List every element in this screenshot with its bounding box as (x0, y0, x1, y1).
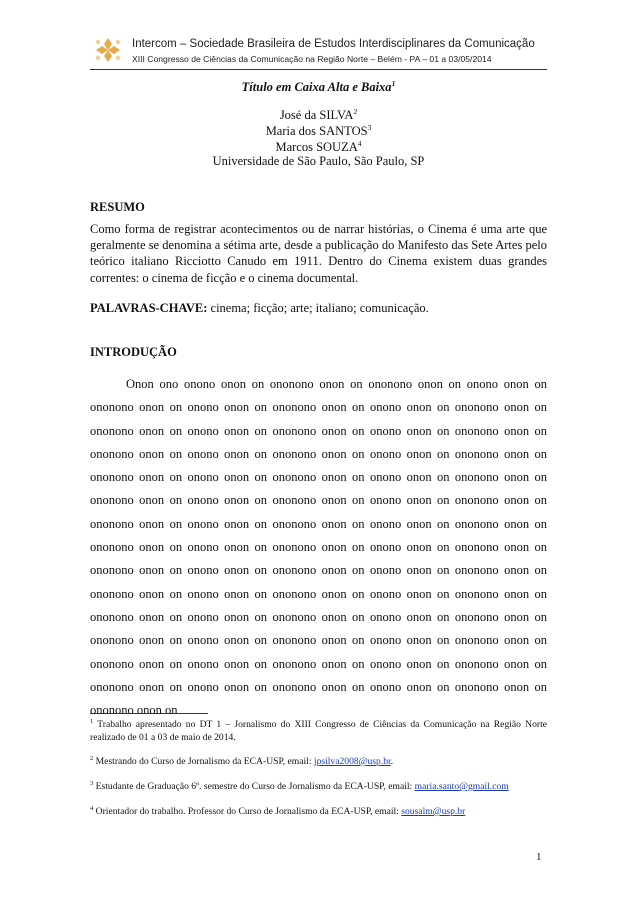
keywords-list: cinema; ficção; arte; italiano; comunicação. (210, 301, 429, 315)
intercom-logo-icon (90, 36, 126, 64)
header-organization: Intercom – Sociedade Brasileira de Estudos Interdisciplinares da Comunicação (132, 38, 535, 50)
footnote-4: $^4$ Orientador do trabalho. Professor do Curso de Jornalismo da ECA-USP, email: sousalm@usp.br (90, 805, 466, 817)
author-1: José da SILVA$^2$ (279, 107, 358, 122)
email-link[interactable]: jpsilva2008@usp.br (313, 756, 391, 767)
keywords-label: PALAVRAS-CHAVE: (90, 301, 208, 315)
page-header (90, 36, 547, 70)
footnote-1: $^1$ Trabalho apresentado no DT 1 – Jornalismo do XIII Congresso de Ciências da Comunicação na Região Norte realizado de 01 a 03 de maio de 2014. (90, 718, 547, 743)
header-congress: XIII Congresso de Ciências da Comunicação na Região Norte – Belém - PA – 01 a 03/05/2014 (132, 54, 492, 64)
introduction-heading: INTRODUÇÃO (90, 345, 177, 359)
paper-title: Título em Caixa Alta e Baixa$^1$ (241, 79, 396, 94)
abstract-text: Como forma de registrar acontecimentos ou de narrar histórias, o Cinema é uma arte que geralmente se denomina a sétima arte, desde a publicação do Manifesto das Sete Artes pelo teórico italiano Ricciotto Canudo em 1911. Dentro do Cinema existem duas grandes correntes: o cinema de ficção e o cinema documental. (90, 222, 547, 285)
footnote-2: $^2$ Mestrando do Curso de Jornalismo da ECA-USP, email: jpsilva2008@usp.br. (90, 755, 394, 767)
footnote-3: $^3$ Estudante de Graduação 6º. semestre do Curso de Jornalismo da ECA-USP, email: maria.santo@gmail.com (90, 780, 509, 792)
introduction-text: Onon ono onono onon on ononono onon on ononono onon on onono onon on ononono onon on onono onon on ononono onon on onono onon on ononono onon on ononono onon on onono onon on ononono onon on onono onon on ononono onon on ononono onon on onono onon on ononono onon on onono onon on ononono onon on ononono onon on onono onon on ononono onon on onono onon on ononono onon on ononono onon on onono onon on ononono onon on onono onon on ononono onon on ononono onon on onono onon on ononono onon on onono onon on ononono onon on ononono onon on onono onon on ononono onon on onono onon on ononono onon on ononono onon on onono onon on ononono onon on onono onon on ononono onon on ononono onon on onono onon on ononono onon on onono onon on ononono onon on ononono onon on onono onon on ononono onon on onono onon on ononono onon on ononono onon on onono onon on ononono onon on onono onon on ononono onon on ononono onon on onono onon on ononono onon on onono onon on ononono onon on ononono onon on onono onon on ononono onon on onono onon on ononono onon on ononono onon on (90, 377, 547, 718)
footnote-divider (90, 713, 208, 714)
email-link[interactable]: maria.santo@gmail.com (414, 781, 509, 792)
title-footnote-ref: 1 (391, 79, 396, 88)
abstract-heading: RESUMO (90, 200, 145, 214)
email-link[interactable]: sousalm@usp.br (401, 806, 466, 817)
author-2: Maria dos SANTOS$^3$ (265, 123, 372, 138)
header-divider (90, 69, 547, 70)
keywords (90, 301, 547, 316)
author-3: Marcos SOUZA$^4$ (275, 139, 362, 154)
page-number: 1 (536, 851, 542, 863)
affiliation: Universidade de São Paulo, São Paulo, SP (212, 154, 425, 168)
